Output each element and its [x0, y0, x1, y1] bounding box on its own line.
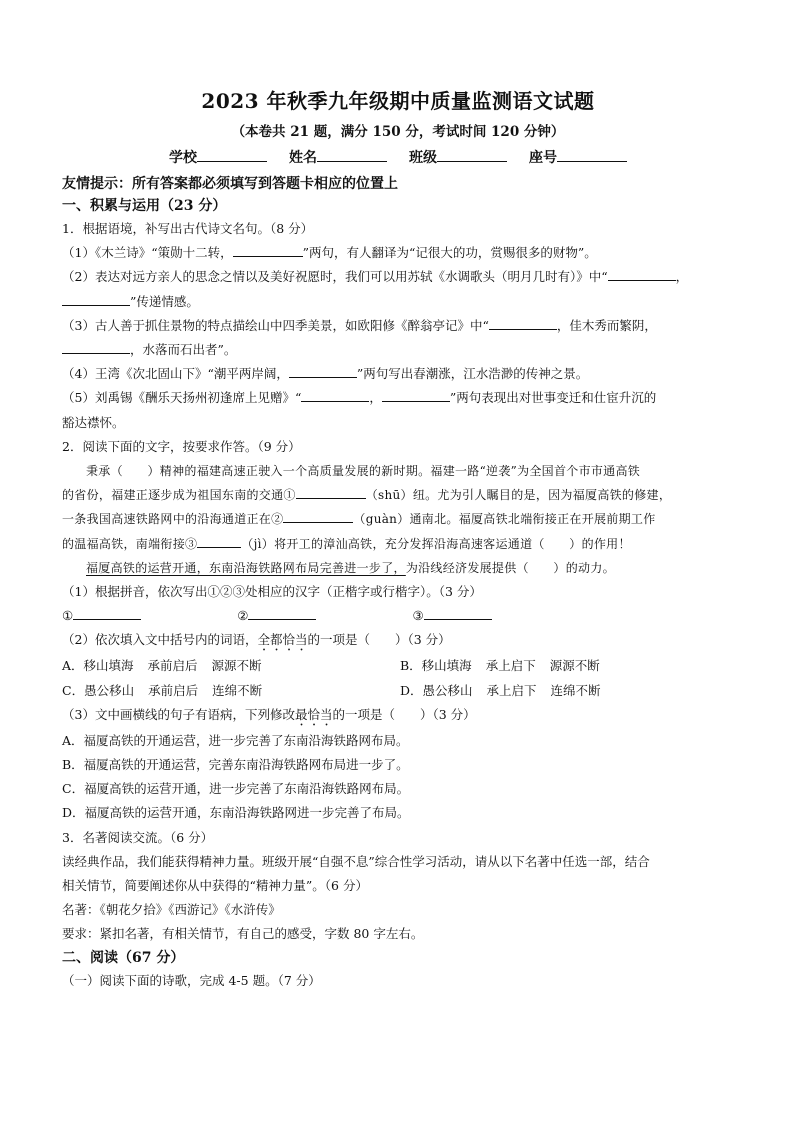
q1-item-4: （4）王湾《次北固山下》“潮平两岸阔， ”两句写出春潮涨，江水浩渺的传神之景。: [62, 362, 734, 386]
student-info-row: [62, 147, 734, 168]
seat-field[interactable]: 座号: [529, 147, 627, 168]
q3-text-2: 相关情节，简要阐述你从中获得的“精神力量”。（6 分）: [62, 878, 368, 894]
q2-sub-2: （2）依次填入文中括号内的词语，全都恰当的一项是（ ）（3 分）: [62, 632, 451, 648]
q2-passage-line-1: 秉承（ ）精神的福建高速正驶入一个高质量发展的新时期。福建一路“逆袭”为全国首个市市通高铁: [86, 464, 641, 479]
page-title: 2023 年秋季九年级期中质量监测语文试题: [201, 89, 595, 113]
section-heading-2: 二、阅读（67 分）: [62, 949, 185, 966]
q3-stem: 3．名著阅读交流。（6 分）: [62, 829, 214, 845]
q3-requirement: 要求：紧扣名著，有相关情节，有自己的感受，字数 80 字左右。: [62, 926, 424, 942]
answer-blank[interactable]: [608, 266, 676, 281]
q1-item-2: （2）表达对远方亲人的思念之情以及美好祝愿时，我们可以用苏轼《水调歌头（明月几时有）》中“ ，: [62, 265, 734, 289]
q3-text-1: 读经典作品，我们能获得精神力量。班级开展“自强不息”综合性学习活动，请从以下名著中任选一部，结合: [62, 853, 650, 869]
answer-blank[interactable]: [233, 242, 303, 257]
q1-item-5-cont: 豁达襟怀。: [62, 414, 125, 430]
q1-item-2-cont: ”传递情感。: [62, 290, 734, 314]
option-d[interactable]: D．愚公移山 承上启下 连绵不断: [400, 682, 601, 698]
option-c[interactable]: C．愚公移山 承前启后 连绵不断: [62, 682, 263, 698]
class-field[interactable]: 班级: [409, 147, 507, 168]
answer-blank[interactable]: [62, 339, 130, 354]
exam-subtitle: （本卷共 21 题，满分 150 分，考试时间 120 分钟）: [231, 124, 565, 140]
q2-sub-3-choice-d[interactable]: D．福厦高铁的运营开通，东南沿海铁路网进一步完善了布局。: [62, 805, 410, 821]
q2-passage-line-3: 一条我国高速铁路网中的沿海通道正在② （guàn）通南北。福厦高铁北端衔接正在开展前期工作: [62, 507, 734, 531]
answer-blank[interactable]: [197, 533, 241, 548]
answer-blank[interactable]: [424, 605, 492, 620]
answer-blank[interactable]: [248, 605, 316, 620]
answer-blank[interactable]: [283, 508, 353, 523]
answer-blank[interactable]: [382, 387, 450, 402]
q1-item-5: （5）刘禹锡《酬乐天扬州初逢席上见赠》“ ， ”两句表现出对世事变迁和仕宦升沉的: [62, 386, 734, 410]
friendly-tip: 友情提示：所有答案都必须填写到答题卡相应的位置上: [62, 176, 398, 192]
section-heading-1: 一、积累与运用（23 分）: [62, 198, 227, 214]
q1-item-3: （3）古人善于抓住景物的特点描绘山中四季美景，如欧阳修《醉翁亭记》中“ ，佳木秀而繁阴，: [62, 314, 734, 338]
school-field[interactable]: 学校: [169, 147, 267, 168]
answer-blank[interactable]: [289, 363, 357, 378]
answer-blank[interactable]: [73, 605, 141, 620]
q2-sub-3: （3）文中画横线的句子有语病，下列修改最恰当的一项是（ ）（3 分）: [62, 706, 476, 722]
answer-blank[interactable]: [489, 315, 557, 330]
option-b[interactable]: B．移山填海 承上启下 源源不断: [400, 658, 600, 674]
q2-passage-line-2: 的省份，福建正逐步成为祖国东南的交通① （shū）纽。尤为引人瞩目的是，因为福厦高铁的修建，: [62, 483, 734, 507]
q2-sub-3-choice-c[interactable]: C．福厦高铁的运营开通，进一步完善了东南沿海铁路网布局。: [62, 781, 410, 797]
answer-blank[interactable]: [296, 484, 366, 499]
answer-blank[interactable]: [301, 387, 369, 402]
q2-stem: 2．阅读下面的文字，按要求作答。（9 分）: [62, 438, 301, 454]
q2-passage-line-4: 的温福高铁，南端衔接③ （jì）将开工的漳汕高铁，充分发挥沿海高速客运通道（ ）的作用！: [62, 532, 734, 556]
q1-stem: 1．根据语境，补写出古代诗文名句。（8 分）: [62, 221, 314, 236]
q3-books: 名著：《朝花夕拾》《西游记》《水浒传》: [62, 902, 281, 918]
q2-sub-1: （1）根据拼音，依次写出①②③处相应的汉字（正楷字或行楷字）。（3 分）: [62, 584, 482, 600]
q2-passage-line-5: 福厦高铁的运营开通，东南沿海铁路网布局完善进一步了，为沿线经济发展提供（ ）的动力。: [86, 560, 615, 575]
name-field[interactable]: 姓名: [289, 147, 387, 168]
q2-sub-3-choice-b[interactable]: B．福厦高铁的开通运营，完善东南沿海铁路网布局进一步了。: [62, 757, 409, 773]
underlined-sentence: 福厦高铁的运营开通，东南沿海铁路网布局完善进一步了，: [86, 560, 406, 575]
answer-blank[interactable]: [62, 291, 130, 306]
q1-item-1: （1）《木兰诗》“策勋十二转， ”两句，有人翻译为“记很大的功，赏赐很多的财物”。: [62, 241, 734, 265]
q2-sub-1-blanks: ① ② ③: [62, 604, 734, 628]
part2-sub-1: （一）阅读下面的诗歌，完成 4-5 题。（7 分）: [62, 972, 321, 988]
q2-sub-2-options: [62, 654, 734, 702]
q2-sub-3-choice-a[interactable]: A．福厦高铁的开通运营，进一步完善了东南沿海铁路网布局。: [62, 732, 409, 748]
option-a[interactable]: A．移山填海 承前启后 源源不断: [62, 658, 262, 674]
q1-item-3-cont: ，水落而石出者”。: [62, 338, 734, 362]
